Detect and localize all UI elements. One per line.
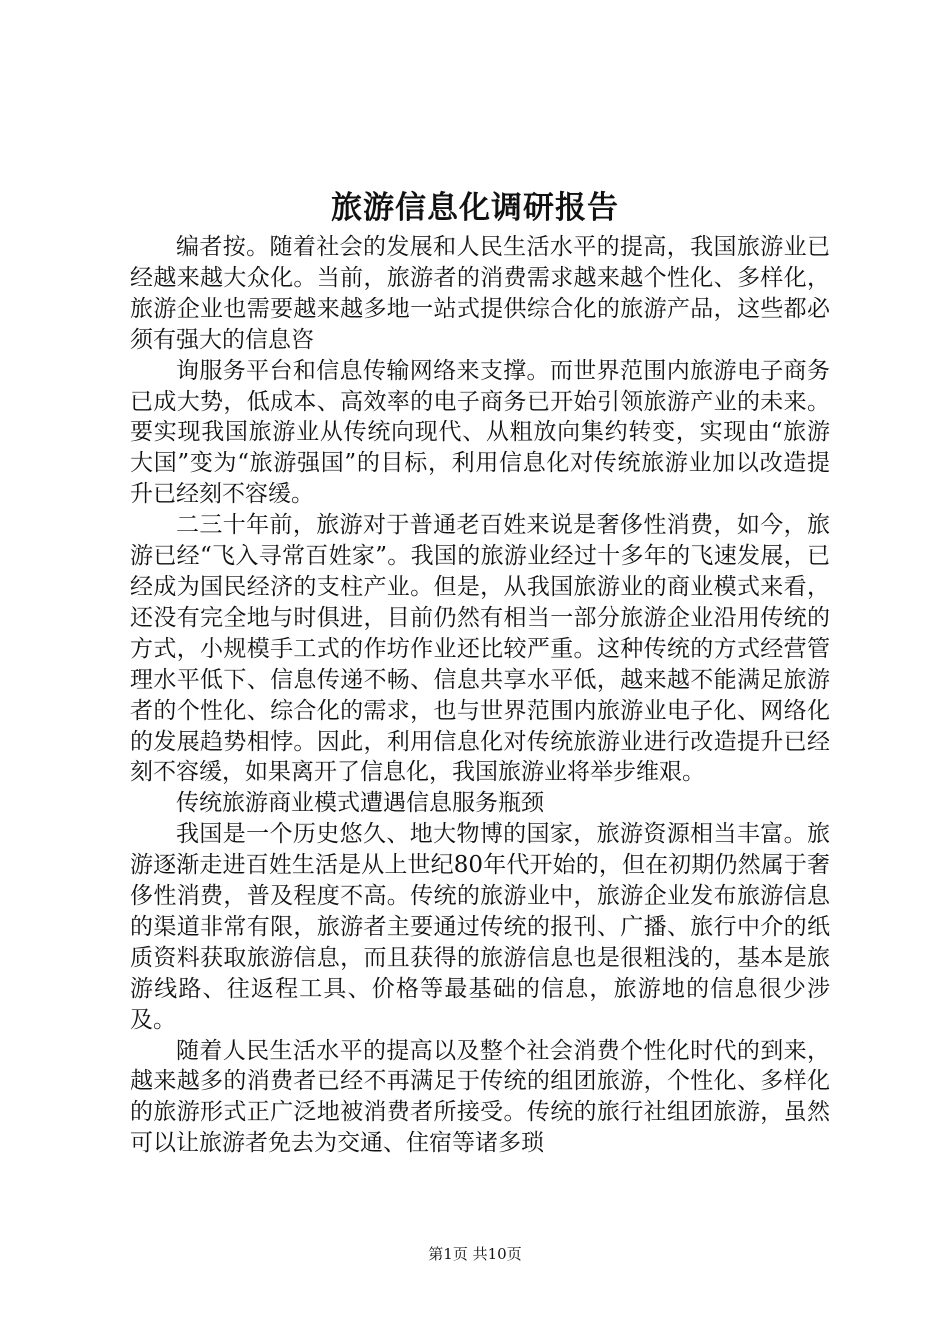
paragraph-history: 二三十年前，旅游对于普通老百姓来说是奢侈性消费，如今，旅游已经“飞入寻常百姓家”。我国的旅游业经过十多年的飞速发展，已经成为国民经济的支柱产业。但是，从我国旅游业的商业模式来看，还没有完全地与时俱进，目前仍然有相当一部分旅游企业沿用传统的方式，小规模手工式的作坊作业还比较严重。这种传统的方式经营管理水平低下、信息传递不畅、信息共享水平低，越来越不能满足旅游者的个性化、综合化的需求，也与世界范围内旅游业电子化、网络化的发展趋势相悖。因此，利用信息化对传统旅游业进行改造提升已经刻不容缓，如果离开了信息化，我国旅游业将举步维艰。 [130, 512, 830, 786]
paragraph-resources: 我国是一个历史悠久、地大物博的国家，旅游资源相当丰富。旅游逐渐走进百姓生活是从上世纪80年代开始的，但在初期仍然属于奢侈性消费，普及程度不高。传统的旅游业中，旅游企业发布旅游信息的渠道非常有限，旅游者主要通过传统的报刊、广播、旅行中介的纸质资料获取旅游信息，而且获得的旅游信息也是很粗浅的，基本是旅游线路、往返程工具、价格等最基础的信息，旅游地的信息很少涉及。 [130, 821, 830, 1033]
paragraph-personalization: 随着人民生活水平的提高以及整个社会消费个性化时代的到来，越来越多的消费者已经不再满足于传统的组团旅游，个性化、多样化的旅游形式正广泛地被消费者所接受。传统的旅行社组团旅游，虽然可以让旅游者免去为交通、住宿等诸多琐 [130, 1037, 830, 1157]
page-footer: 第1页 共10页 [428, 1245, 522, 1263]
document-title: 旅游信息化调研报告 [331, 190, 619, 226]
section-heading: 传统旅游商业模式遭遇信息服务瓶颈 [176, 790, 544, 817]
paragraph-editor-note: 编者按。随着社会的发展和人民生活水平的提高，我国旅游业已经越来越大众化。当前，旅游者的消费需求越来越个性化、多样化，旅游企业也需要越来越多地一站式提供综合化的旅游产品，这些都必须有强大的信息咨 [130, 234, 830, 353]
paragraph-info-platform: 询服务平台和信息传输网络来支撑。而世界范围内旅游电子商务已成大势，低成本、高效率的电子商务已开始引领旅游产业的未来。要实现我国旅游业从传统向现代、从粗放向集约转变，实现由“旅游大国”变为“旅游强国”的目标，利用信息化对传统旅游业加以改造提升已经刻不容缓。 [130, 357, 830, 508]
document-body [130, 232, 830, 1159]
